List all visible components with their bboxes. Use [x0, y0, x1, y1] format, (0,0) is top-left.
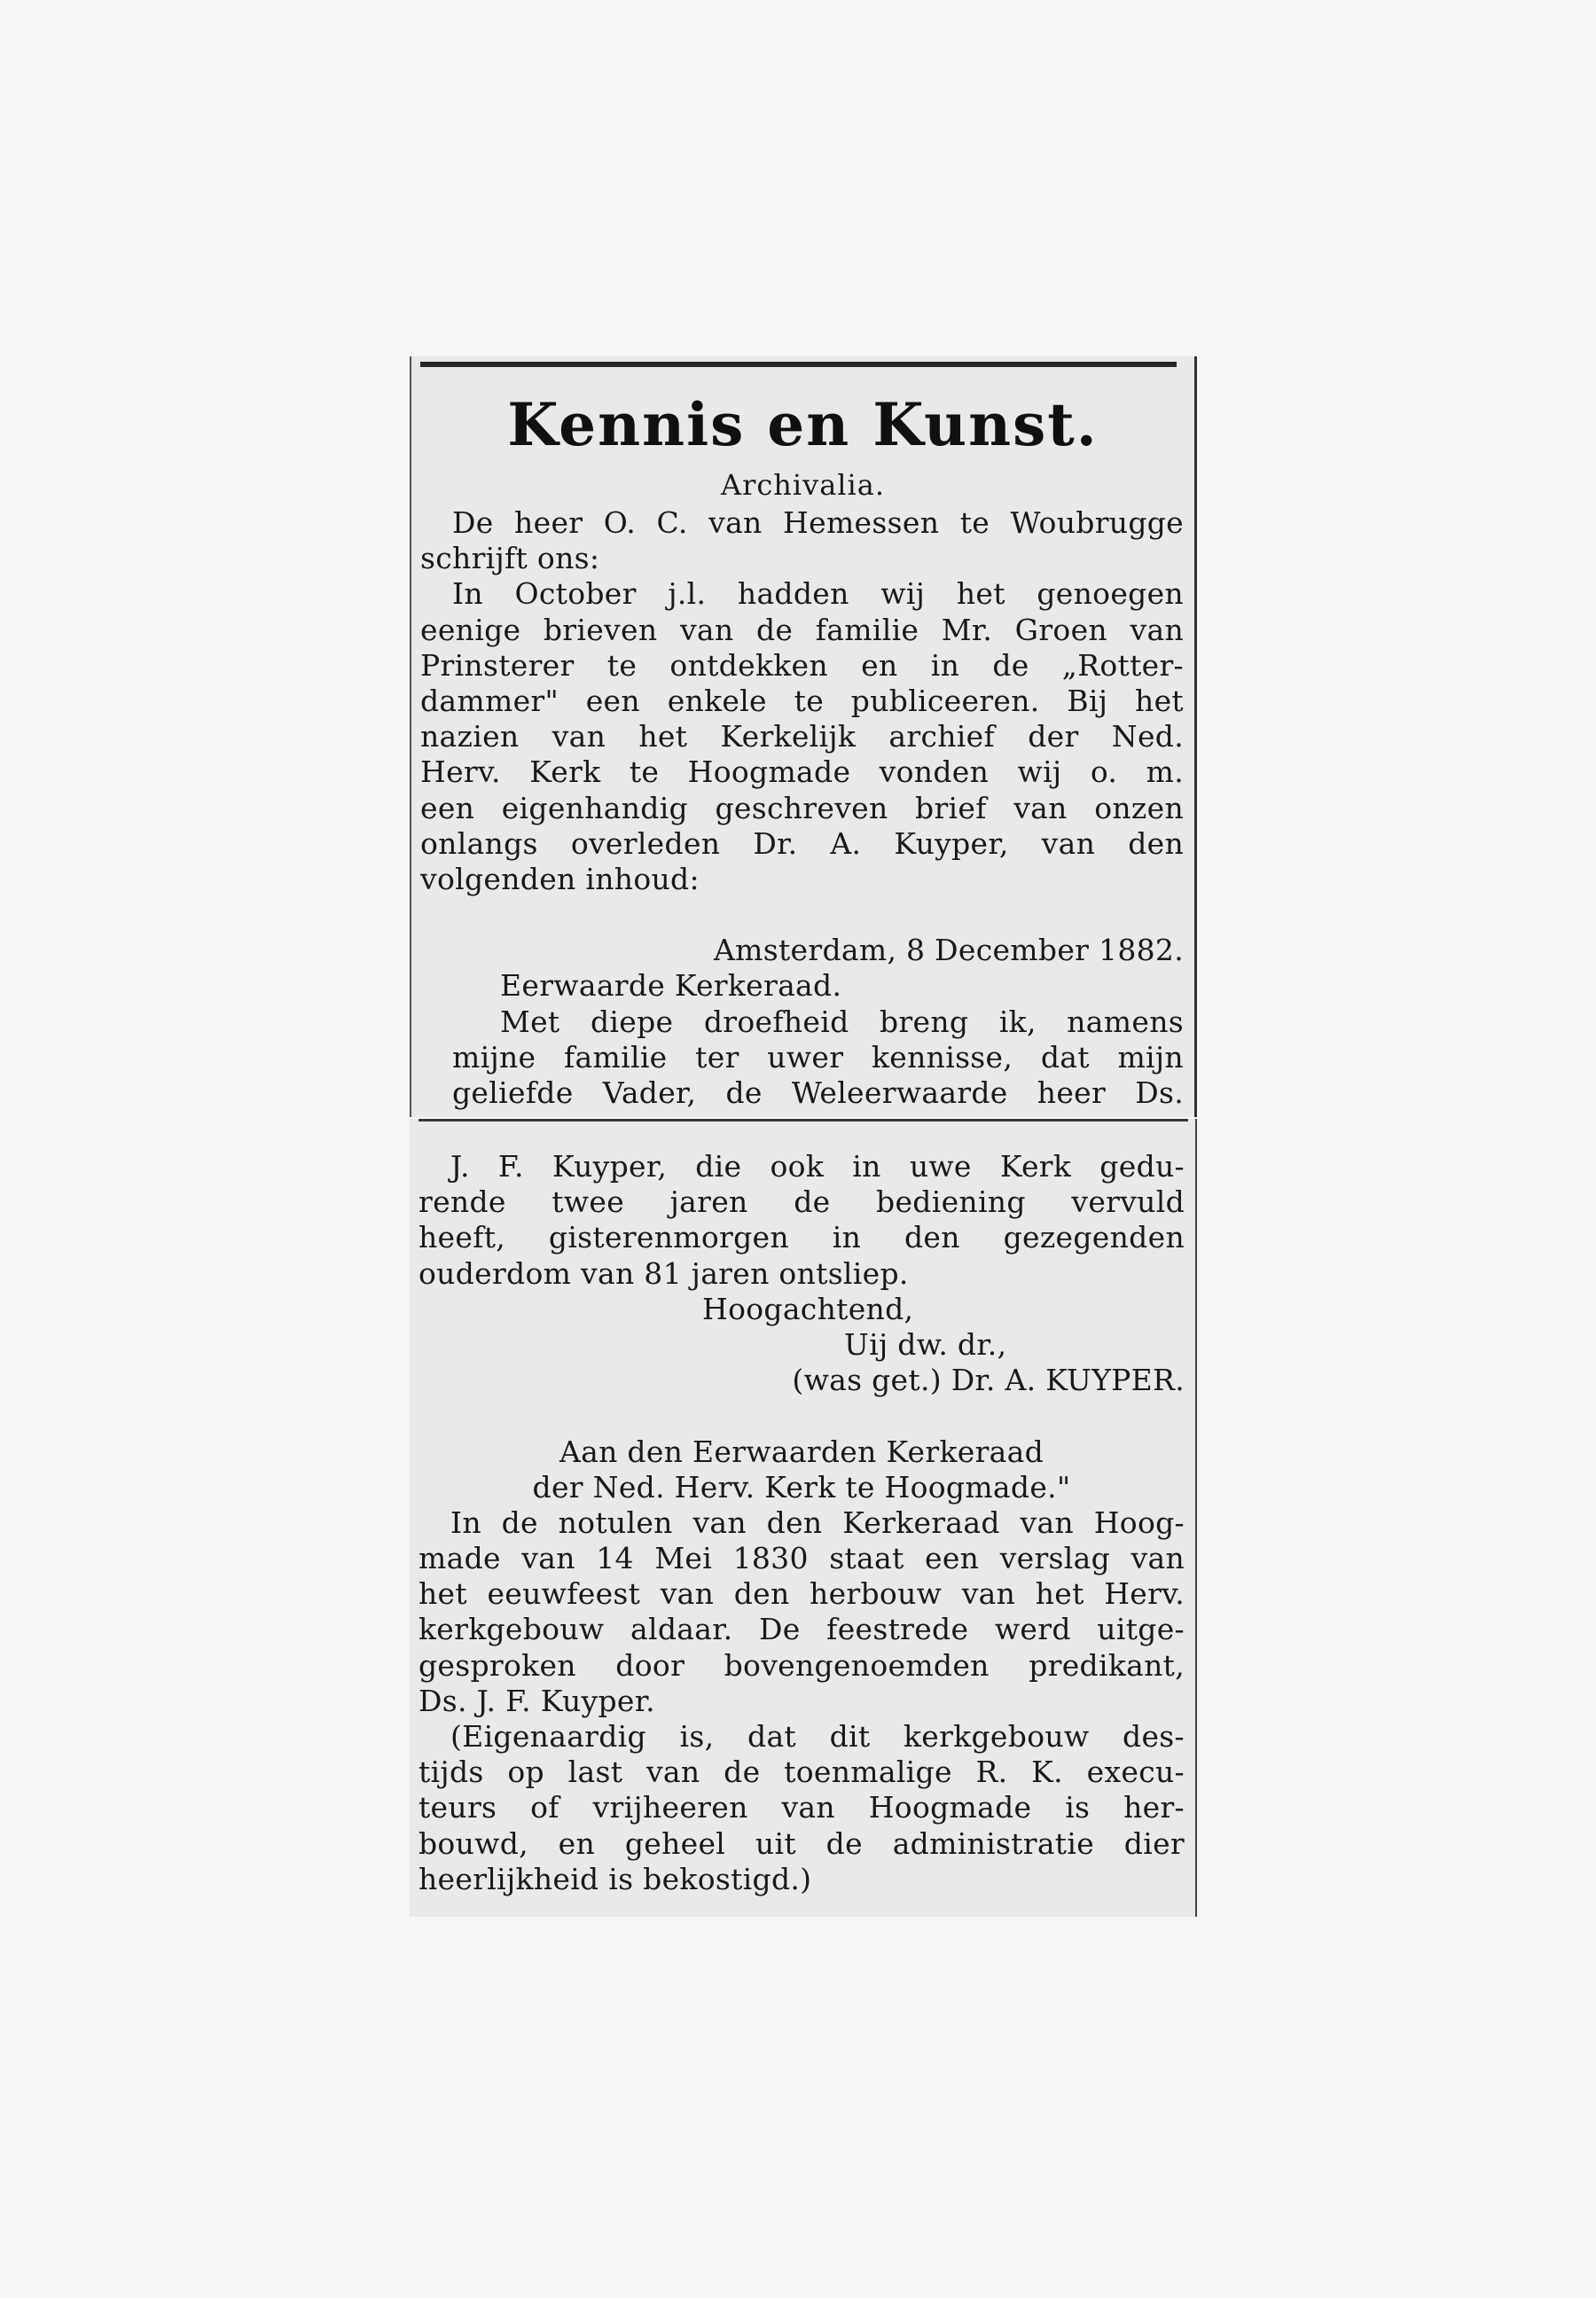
text-line: Uij dw. dr.,	[844, 1326, 1007, 1362]
text-line: Ds. J. F. Kuyper.	[419, 1683, 655, 1718]
top-rule	[420, 362, 1177, 367]
text-line: kerkgebouw aldaar. De feestrede werd uitge-	[419, 1612, 1185, 1647]
text-line: J. F. Kuyper, die ook in uwe Kerk gedu-	[450, 1149, 1185, 1184]
text-line: heerlijkheid is bekostigd.)	[419, 1861, 812, 1896]
text-line: Herv. Kerk te Hoogmade vonden wij o. m.	[420, 754, 1184, 790]
text-line: De heer O. C. van Hemessen te Woubrugge	[452, 505, 1184, 540]
text-line: gesproken door bovengenoemden predikant,	[419, 1647, 1185, 1683]
text-line: Eerwaarde Kerkeraad.	[500, 968, 842, 1004]
text-line: mijne familie ter uwer kennisse, dat mijn	[452, 1039, 1184, 1075]
middle-rule	[419, 1119, 1188, 1122]
text-line: heeft, gisterenmorgen in den gezegenden	[419, 1220, 1185, 1255]
text-line: een eigenhandig geschreven brief van onzen	[420, 790, 1184, 825]
text-line: het eeuwfeest van den herbouw van het Herv.	[419, 1576, 1185, 1612]
text-line: Prinsterer te ontdekken en in de „Rotter-	[420, 647, 1184, 683]
article-text-bottom	[419, 1149, 1185, 1897]
text-line: teurs of vrijheeren van Hoogmade is her-	[419, 1790, 1185, 1825]
text-line: In October j.l. hadden wij het genoegen	[452, 576, 1184, 612]
text-line	[419, 1398, 1185, 1434]
text-line: rende twee jaren de bediening vervuld	[419, 1184, 1185, 1220]
text-line: ouderdom van 81 jaren ontsliep.	[419, 1255, 909, 1291]
section-heading: Archivalia.	[720, 468, 886, 502]
text-line: Aan den Eerwaarden Kerkeraad	[559, 1434, 1044, 1469]
text-line: (Eigenaardig is, dat dit kerkgebouw des-	[450, 1719, 1185, 1754]
text-line: eenige brieven van de familie Mr. Groen van	[420, 612, 1184, 647]
text-line: geliefde Vader, de Weleerwaarde heer Ds.	[452, 1075, 1184, 1110]
text-line: bouwd, en geheel uit de administratie dier	[419, 1825, 1185, 1861]
masthead-title: Kennis en Kunst.	[507, 390, 1099, 459]
text-line: onlangs overleden Dr. A. Kuyper, van den	[420, 825, 1184, 861]
text-line: volgenden inhoud:	[420, 861, 700, 896]
text-line: In de notulen van den Kerkeraad van Hoog-	[450, 1505, 1185, 1540]
text-line: dammer" een enkele te publiceeren. Bij het	[420, 683, 1184, 718]
text-line: Hoogachtend,	[702, 1291, 914, 1326]
text-line: Met diepe droefheid breng ik, namens	[500, 1004, 1184, 1039]
article-text-top	[420, 505, 1184, 1111]
newspaper-clipping-bottom	[410, 1119, 1197, 1917]
newspaper-clipping-top	[410, 356, 1197, 1117]
text-line: tijds op last van de toenmalige R. K. execu-	[419, 1755, 1185, 1790]
text-line: nazien van het Kerkelijk archief der Ned.	[420, 719, 1184, 754]
text-line: (was get.) Dr. A. KUYPER.	[792, 1363, 1185, 1398]
text-line: schrijft ons:	[420, 541, 600, 576]
text-line	[420, 897, 1184, 933]
text-line: Amsterdam, 8 December 1882.	[714, 933, 1184, 968]
text-line: made van 14 Mei 1830 staat een verslag van	[419, 1541, 1185, 1576]
text-line: der Ned. Herv. Kerk te Hoogmade."	[532, 1469, 1071, 1505]
